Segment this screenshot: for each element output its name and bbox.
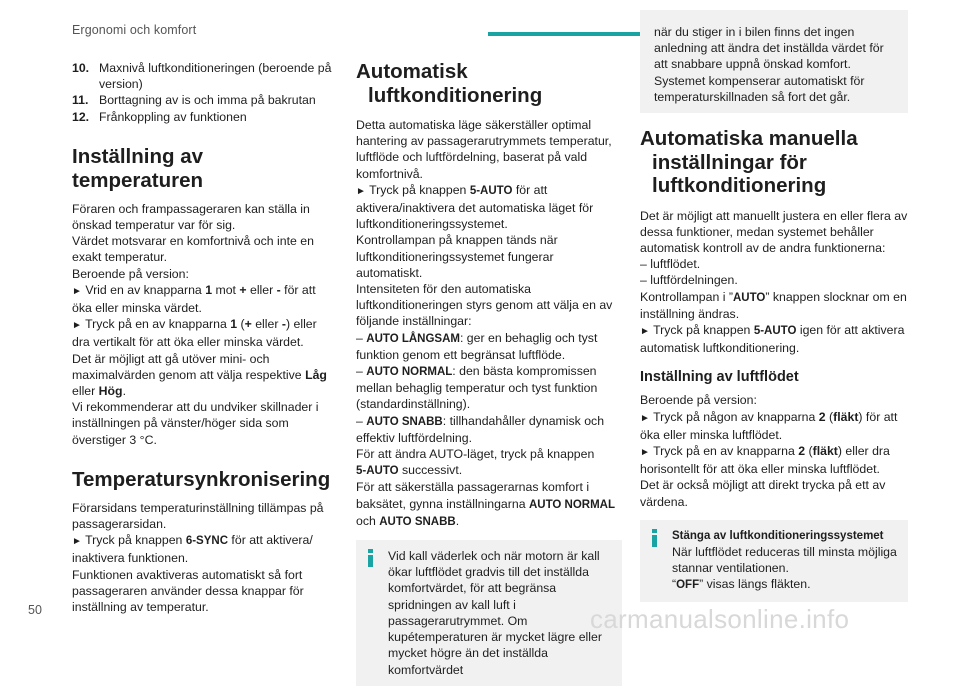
- list-item: [72, 92, 334, 108]
- paragraph: Vi rekommenderar att du undviker skillnader i inställningen på vänster/höger sida som överstiger 3 °C.: [72, 400, 319, 447]
- list-text: Frånkoppling av funktionen: [99, 109, 247, 124]
- bullet-step: ► Vrid en av knapparna 1 mot + eller - för att öka eller minska värdet.: [72, 282, 316, 316]
- paragraph: Detta automatiska läge säkerställer optimal hantering av passagerarutrymmets temperatur, luftflöde och luftfördelning, baserat på vald komfortnivå.: [356, 118, 612, 181]
- bullet-step: ► Tryck på knappen 5-AUTO för att aktivera/inaktivera det automatiska läget för luftkonditioneringssystemet.: [356, 182, 594, 232]
- heading-sync: Temperatursynkronisering: [72, 467, 331, 491]
- watermark: carmanualsonline.info: [590, 604, 850, 634]
- heading-automatic-ac: Automatisk luftkonditionering: [356, 60, 543, 107]
- info-box: [356, 540, 622, 686]
- arrow-icon: ►: [72, 285, 82, 297]
- bullet-step: ► Tryck på någon av knapparna 2 (fläkt) för att öka eller minska luftflödet.: [640, 409, 898, 442]
- paragraph: Beroende på version:: [72, 266, 189, 281]
- paragraph: Kontrollampan i ”AUTO” knappen slocknar om en inställning ändras.: [640, 289, 907, 321]
- info-text: när du stiger in i bilen finns det ingen anledning att ändra det inställda värdet för att snabbare uppnå önskad komfort. Systemet kompenserar automatiskt för temperaturskillnaden så fort det går.: [654, 25, 884, 104]
- paragraph: Det är möjligt att gå utöver mini- och maximalvärden genom att välja respektive Låg eller Hög.: [72, 351, 327, 399]
- arrow-icon: ►: [640, 325, 650, 337]
- arrow-icon: ►: [640, 446, 650, 458]
- heading-manual-auto-settings: Automatiska manuella inställningar för luftkonditionering: [640, 127, 858, 198]
- list-number: 11.: [72, 93, 89, 108]
- info-icon: [364, 549, 378, 567]
- dash-item: – AUTO LÅNGSAM: ger en behaglig och tyst funktion genom ett begränsat luftflöde.: [356, 330, 598, 362]
- list-number: 10.: [72, 61, 90, 75]
- paragraph: Intensiteten för den automatiska luftkonditioneringen styrs genom att välja en av följande inställningar:: [356, 282, 613, 329]
- info-text: Vid kall väderlek och när motorn är kall ökar luftflödet gradvis till det inställda komfortvärdet, för att begränsa spridningen av kall luft i passagerarutrymmet. Om kupétemperaturen är mycket lägre eller mycket högre än det inställda komfortvärdet: [388, 549, 602, 677]
- info-text: “OFF” visas längs fläkten.: [672, 577, 811, 592]
- paragraph: Föraren och frampassageraren kan ställa in önskad temperatur var för sig.: [72, 201, 310, 233]
- info-box-ac-off: [640, 520, 908, 602]
- paragraph: För att säkerställa passagerarnas komfort i baksätet, gynna inställningarna AUTO NORMAL och AUTO SNABB.: [356, 480, 615, 528]
- paragraph: Förarsidans temperaturinställning tillämpas på passagerarsidan.: [72, 500, 324, 532]
- arrow-icon: ►: [72, 320, 82, 332]
- dash-item: – luftfördelningen.: [640, 273, 738, 288]
- info-icon: [648, 529, 662, 547]
- arrow-icon: ►: [72, 536, 82, 548]
- paragraph: Värdet motsvarar en komfortnivå och inte en exakt temperatur.: [72, 234, 314, 265]
- numbered-list: [72, 60, 334, 125]
- heading-airflow: Inställning av luftflödet: [640, 369, 799, 386]
- paragraph: 5-AUTO successivt.: [356, 463, 463, 478]
- list-text: Borttagning av is och imma på bakrutan: [99, 93, 316, 108]
- page-number: 50: [28, 603, 42, 617]
- paragraph: Funktionen avaktiveras automatiskt så fort passageraren använder dessa knappar för inställning av temperatur.: [72, 567, 304, 615]
- info-text: När luftflödet reduceras till minsta möjliga stannar ventilationen.: [672, 544, 897, 576]
- section-title: Ergonomi och komfort: [72, 23, 197, 37]
- heading-temperature: Inställning av temperaturen: [72, 144, 204, 192]
- list-item: [72, 60, 334, 92]
- paragraph: För att ändra AUTO-läget, tryck på knappen: [356, 447, 595, 462]
- column-middle: [356, 60, 622, 686]
- paragraph: Kontrollampan på knappen tänds när luftkonditioneringssystemet fungerar automatiskt.: [356, 233, 558, 280]
- arrow-icon: ►: [640, 412, 650, 424]
- paragraph: Det är möjligt att manuellt justera en eller flera av dessa funktioner, medan systemet behåller automatisk kontroll av de andra funktionerna:: [640, 208, 908, 255]
- info-box-continued: [640, 10, 908, 113]
- bullet-step: ► Tryck på en av knapparna 2 (fläkt) eller dra horisontellt för att öka eller minska luftflödet.: [640, 443, 890, 477]
- dash-item: – luftflödet.: [640, 257, 701, 272]
- bullet-step: ► Tryck på en av knapparna 1 (+ eller -) eller dra vertikalt för att öka eller minska värdet.: [72, 317, 317, 350]
- arrow-icon: ►: [356, 185, 366, 197]
- info-title: Stänga av luftkonditioneringssystemet: [672, 529, 884, 542]
- list-item: [72, 109, 334, 125]
- bullet-step: ► Tryck på knappen 5-AUTO igen för att aktivera automatisk luftkonditionering.: [640, 322, 905, 356]
- column-right: [640, 25, 908, 602]
- paragraph: Det är också möjligt att direkt trycka på ett av värdena.: [640, 478, 886, 509]
- list-text: Maxnivå luftkonditioneringen (beroende på version): [99, 61, 332, 92]
- column-left: [72, 60, 334, 615]
- list-number: 12.: [72, 109, 90, 124]
- dash-item: – AUTO NORMAL: den bästa kompromissen mellan behaglig temperatur och tyst funktion (standardinställning).: [356, 364, 598, 412]
- dash-item: – AUTO SNABB: tillhandahåller dynamisk och effektiv luftfördelning.: [356, 413, 605, 445]
- paragraph: Beroende på version:: [640, 393, 757, 408]
- bullet-step: ► Tryck på knappen 6-SYNC för att aktivera/ inaktivera funktionen.: [72, 533, 313, 566]
